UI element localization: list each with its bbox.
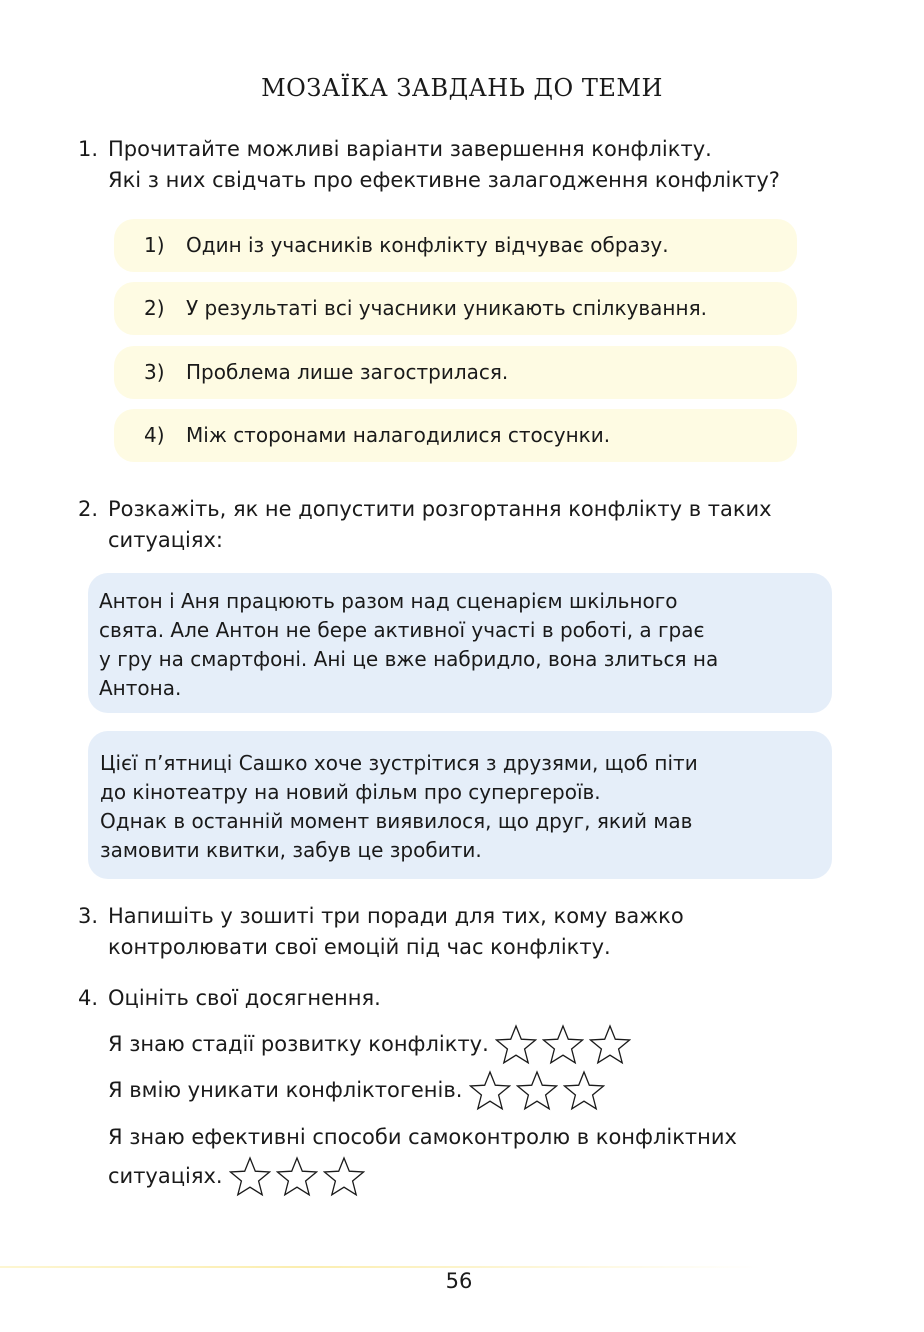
- answer-option[interactable]: [114, 219, 797, 272]
- task-number: 4.: [78, 986, 99, 1010]
- task-text-line: Напишіть у зошиті три поради для тих, кому важко: [108, 904, 684, 928]
- task-2: [78, 494, 844, 556]
- situation-line: Антона.: [99, 676, 182, 700]
- assessment-statement: Я знаю стадії розвитку конфлікту.: [108, 1032, 489, 1056]
- star-outline-icon[interactable]: [589, 1024, 631, 1066]
- situation-card: [88, 731, 832, 879]
- assessment-statement: Я вмію уникати конфліктогенів.: [108, 1078, 463, 1102]
- star-outline-icon[interactable]: [563, 1070, 605, 1112]
- star-outline-icon[interactable]: [495, 1024, 537, 1066]
- star-outline-icon[interactable]: [542, 1024, 584, 1066]
- star-outline-icon[interactable]: [323, 1156, 365, 1198]
- assessment-statement: Я знаю ефективні способи самоконтролю в конфліктних: [108, 1125, 737, 1149]
- assessment-statement: ситуаціях.: [108, 1164, 223, 1188]
- option-text: Між сторонами налагодилися стосунки.: [186, 423, 611, 447]
- situation-line: Цієї п’ятниці Сашко хоче зустрітися з друзями, щоб піти: [100, 751, 698, 775]
- task-1: [78, 134, 844, 196]
- option-text: Один із учасників конфлікту відчуває образу.: [186, 233, 669, 257]
- footer-divider: [0, 1266, 760, 1268]
- self-assessment-row: [108, 1122, 844, 1198]
- task-3: [78, 901, 844, 963]
- task-text: Оцініть свої досягнення.: [108, 986, 381, 1010]
- star-outline-icon[interactable]: [469, 1070, 511, 1112]
- situation-card: [88, 573, 832, 713]
- task-4: [78, 983, 844, 1014]
- star-rating[interactable]: [495, 1024, 636, 1066]
- situation-line: замовити квитки, забув це зробити.: [100, 838, 482, 862]
- star-outline-icon[interactable]: [276, 1156, 318, 1198]
- option-text: У результаті всі учасники уникають спілкування.: [186, 296, 707, 320]
- option-text: Проблема лише загострилася.: [186, 360, 509, 384]
- task-text: [108, 134, 844, 196]
- situation-line: у гру на смартфоні. Ані це вже набридло, вона злиться на: [99, 647, 719, 671]
- answer-option[interactable]: [114, 346, 797, 399]
- star-outline-icon[interactable]: [229, 1156, 271, 1198]
- task-text: [108, 494, 844, 556]
- situation-line: свята. Але Антон не бере активної участі в роботі, а грає: [99, 618, 705, 642]
- task-text: [108, 901, 844, 963]
- task-text-line: контролювати свої емоцій під час конфлікту.: [108, 935, 611, 959]
- task-number: 2.: [78, 497, 99, 521]
- option-number: 1): [144, 233, 165, 257]
- option-number: 4): [144, 423, 165, 447]
- situation-line: Однак в останній момент виявилося, що друг, який мав: [100, 809, 693, 833]
- situation-line: Антон і Аня працюють разом над сценарієм шкільного: [99, 589, 678, 613]
- answer-option[interactable]: [114, 409, 797, 462]
- task-number: 1.: [78, 137, 99, 161]
- option-number: 2): [144, 296, 165, 320]
- page-title: МОЗАЇКА ЗАВДАНЬ ДО ТЕМИ: [261, 74, 663, 102]
- task-text-line: Розкажіть, як не допустити розгортання конфлікту в таких: [108, 497, 772, 521]
- star-rating[interactable]: [229, 1156, 370, 1198]
- self-assessment-row: [108, 1024, 844, 1066]
- option-number: 3): [144, 360, 165, 384]
- star-outline-icon[interactable]: [516, 1070, 558, 1112]
- answer-option[interactable]: [114, 282, 797, 335]
- task-number: 3.: [78, 904, 99, 928]
- task-text-line: Прочитайте можливі варіанти завершення конфлікту.: [108, 137, 712, 161]
- page-number: 56: [445, 1269, 473, 1293]
- self-assessment-row: [108, 1070, 844, 1112]
- situation-line: до кінотеатру на новий фільм про супергероїв.: [100, 780, 601, 804]
- star-rating[interactable]: [469, 1070, 610, 1112]
- task-text-line: Які з них свідчать про ефективне залагодження конфлікту?: [108, 168, 780, 192]
- task-text-line: ситуаціях:: [108, 528, 223, 552]
